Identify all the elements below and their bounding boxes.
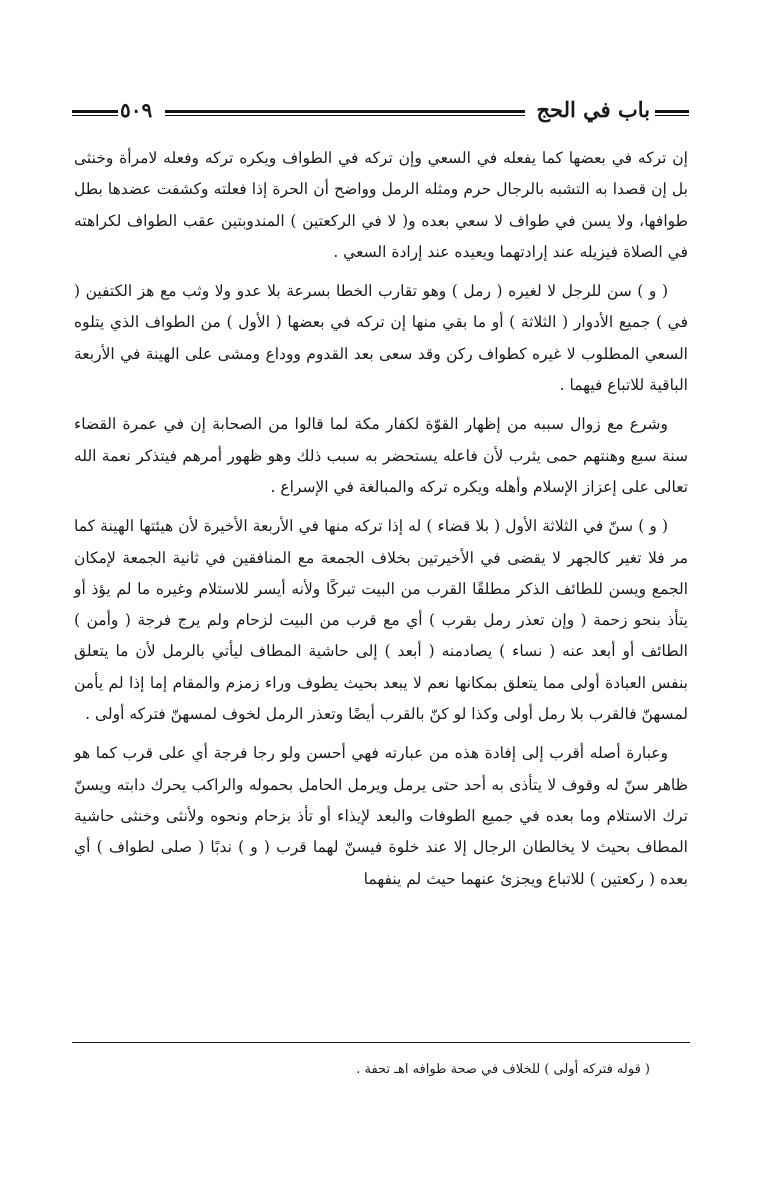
paragraph-2: ( و ) سن للرجل لا لغيره ( رمل ) وهو تقارب الخطا بسرعة بلا عدو ولا وثب مع هز الكتفين ( في ) جميع الأدوار ( الثلاثة ) أو ما بقي منها إن تركه في بعضها ( الأول ) من الطواف الذي يتلوه السعي المطلوب لا غيره كطواف ركن وقد سعى بعد القدوم ووداع ومشى على الهينة في الأربعة الباقية للاتباع فيهما . — [74, 282, 688, 395]
footnote-divider — [72, 1042, 690, 1043]
footnote: ( قوله فتركه أولى ) للخلاف في صحة طوافه اهـ تحفة . — [356, 1062, 650, 1077]
page-number: ٥٠٩ — [120, 98, 153, 122]
header-rule-right-under — [655, 115, 689, 116]
main-text — [74, 143, 688, 903]
header-rule-left-under — [72, 115, 118, 116]
header-rule-main — [165, 110, 525, 113]
paragraph-1: إن تركه في بعضها كما يفعله في السعي وإن تركه في الطواف ويكره تركه وفعله لامرأة وخنثى بل إن قصدا به التشبه بالرجال حرم ومثله الرمل وواضح أن الحرة إذا فعلته وكشفت عضدها بطل طوافها، ولا يسن في طواف لا سعي بعده و( لا في الركعتين ) المندوبتين عقب الطواف لكراهته في الصلاة فيزيله عند إرادتهما ويعيده عند إرادة السعي . — [74, 149, 688, 261]
header-rule-left — [72, 110, 118, 113]
paragraph-3: وشرع مع زوال سببه من إظهار القوّة لكفار مكة لما قالوا من الصحابة إن في عمرة القضاء سنة سبع وهنتهم حمى يثرب لأن فاعله يستحضر به سبب ذلك وهو ظهور أمرهم فيتذكر نعمة الله تعالى على إعزاز الإسلام وأهله ويكره تركه والمبالغة في الإسراع . — [74, 415, 688, 496]
header-rule-right — [655, 110, 689, 113]
header-rule-main-under — [165, 115, 525, 116]
paragraph-4: ( و ) سنّ في الثلاثة الأول ( بلا قضاء ) له إذا تركه منها في الأربعة الأخيرة لأن هيئتها الهينة كما مر فلا تغير كالجهر لا يقضى في الأخيرتين بخلاف الجمعة مع المنافقين في ثانية الجمعة لإمكان الجمع ويسن للطائف الذكر مطلقًا القرب من البيت تبركًا ولأنه أيسر للاستلام وغيره ما لم يؤذ أو يتأذ بنحو زحمة ( وإن تعذر رمل بقرب ) أي مع قرب من البيت لزحام ولم يرج فرجة ( وأمن ) الطائف أو أبعد عنه ( نساء ) يصادمنه ( أبعد ) إلى حاشية المطاف ليأتي بالرمل لأن ما يتعلق بنفس العبادة أولى مما يتعلق بمكانها نعم لا يبعد بحيث يطوف وراء زمزم والمقام إما إذا لم يأمن لمسهنّ فالقرب بلا رمل أولى وكذا لو كنّ بالقرب أيضًا وتعذر الرمل لخوف لمسهنّ فتركه أولى . — [74, 517, 688, 724]
chapter-title: باب في الحج — [536, 97, 650, 122]
paragraph-5: وعبارة أصله أقرب إلى إفادة هذه من عبارته فهي أحسن ولو رجا فرجة أي على قرب كما هو ظاهر سنّ له وقوف لا يتأذى به أحد حتى يرمل ويرمل الحامل بحموله والراكب يحرك دابته ويسنّ ترك الاستلام وما بعده في جميع الطوفات والبعد لإيذاء أو تأذ بزحام ونحوه ولأنثى وخنثى حاشية المطاف بحيث لا يخالطان الرجال إلا عند خلوة فيسنّ لهما قرب ( و ) ندبًا ( صلى لطواف ) أي بعده ( ركعتين ) للاتباع ويجزئ عنهما حيث لم ينفهما — [74, 744, 688, 888]
